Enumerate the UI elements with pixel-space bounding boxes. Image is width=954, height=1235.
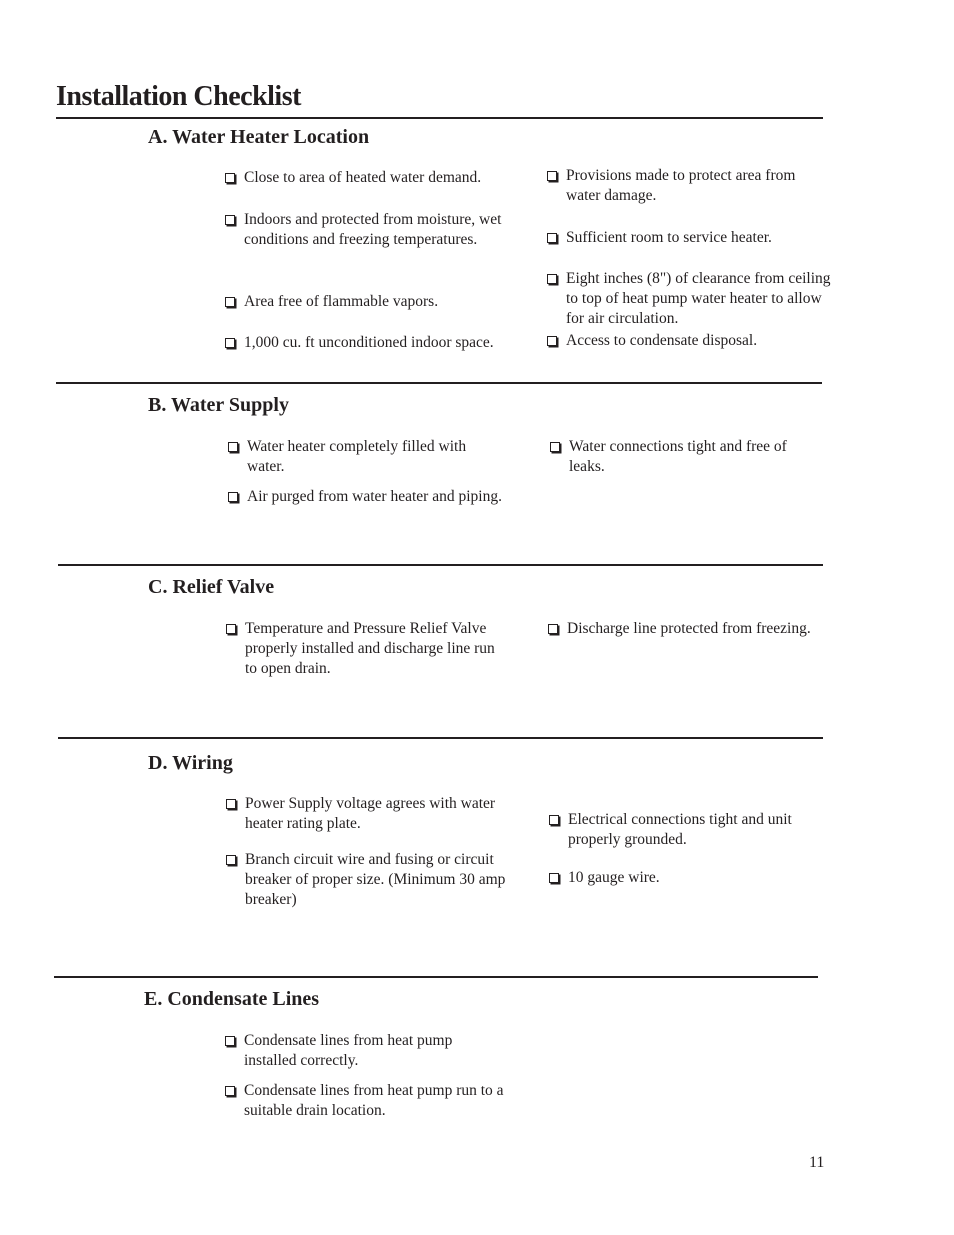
checklist-item-label: Power Supply voltage agrees with water heater rating plate.: [245, 795, 496, 832]
section-heading-relief-valve: C. Relief Valve: [148, 576, 275, 598]
checkbox-icon[interactable]: [225, 215, 235, 225]
checkbox-icon[interactable]: [547, 171, 557, 181]
checklist-item[interactable]: [225, 210, 506, 250]
checklist-item-label: Water heater completely filled with water.: [247, 438, 467, 475]
checklist-item[interactable]: [550, 437, 819, 477]
checklist-item[interactable]: [225, 333, 544, 353]
checklist-item-label: Access to condensate disposal.: [566, 332, 758, 349]
checkbox-icon[interactable]: [226, 799, 236, 809]
checklist-item-label: Air purged from water heater and piping.: [247, 488, 502, 505]
checklist-item[interactable]: [225, 292, 544, 312]
checklist-item[interactable]: [547, 269, 838, 329]
checklist-item[interactable]: [549, 868, 818, 888]
page-number: 11: [809, 1154, 825, 1171]
section-heading-wiring: D. Wiring: [148, 752, 233, 774]
checklist-item[interactable]: [225, 1081, 506, 1121]
checkbox-icon[interactable]: [225, 1036, 235, 1046]
checkbox-icon[interactable]: [228, 492, 238, 502]
checklist-item-label: Condensate lines from heat pump installed correctly.: [244, 1032, 453, 1069]
checkbox-icon[interactable]: [548, 624, 558, 634]
checklist-item-label: Provisions made to protect area from water damage.: [566, 167, 796, 204]
checklist-item-label: Indoors and protected from moisture, wet conditions and freezing temperatures.: [244, 211, 502, 248]
checklist-item-label: Branch circuit wire and fusing or circuit breaker of proper size. (Minimum 30 amp breaker): [245, 851, 506, 908]
checkbox-icon[interactable]: [225, 338, 235, 348]
checklist-item-label: Close to area of heated water demand.: [244, 169, 482, 186]
page-title: Installation Checklist: [56, 81, 301, 112]
section-rule: [56, 382, 822, 384]
checkbox-icon[interactable]: [547, 336, 557, 346]
section-heading-water-heater-location: A. Water Heater Location: [148, 126, 370, 148]
checkbox-icon[interactable]: [225, 1086, 235, 1096]
checklist-item[interactable]: [228, 487, 547, 507]
checklist-item[interactable]: [226, 794, 507, 834]
checkbox-icon[interactable]: [226, 855, 236, 865]
checkbox-icon[interactable]: [226, 624, 236, 634]
checklist-item-label: Eight inches (8") of clearance from ceiling to top of heat pump water heater to allow for air circulation.: [566, 270, 831, 327]
checkbox-icon[interactable]: [547, 274, 557, 284]
checkbox-icon[interactable]: [549, 873, 559, 883]
checklist-item-label: 10 gauge wire.: [568, 869, 660, 886]
section-heading-condensate-lines: E. Condensate Lines: [144, 988, 320, 1010]
checkbox-icon[interactable]: [550, 442, 560, 452]
checklist-item-label: Temperature and Pressure Relief Valve properly installed and discharge line run to open drain.: [245, 620, 495, 677]
checklist-item[interactable]: [547, 166, 826, 206]
checklist-item[interactable]: [226, 619, 507, 679]
section-rule: [58, 564, 823, 566]
checkbox-icon[interactable]: [228, 442, 238, 452]
checkbox-icon[interactable]: [547, 233, 557, 243]
checklist-item[interactable]: [547, 331, 826, 351]
title-rule: [56, 117, 823, 119]
section-rule: [54, 976, 818, 978]
checklist-item-label: Water connections tight and free of leaks.: [569, 438, 787, 475]
checklist-item-label: Discharge line protected from freezing.: [567, 620, 811, 637]
checklist-item-label: Condensate lines from heat pump run to a suitable drain location.: [244, 1082, 504, 1119]
checklist-item[interactable]: [225, 1031, 506, 1071]
checklist-item[interactable]: [549, 810, 818, 850]
checkbox-icon[interactable]: [549, 815, 559, 825]
checkbox-icon[interactable]: [225, 297, 235, 307]
checklist-item[interactable]: [225, 168, 544, 188]
checklist-item[interactable]: [226, 850, 507, 910]
checklist-item-label: Sufficient room to service heater.: [566, 229, 772, 246]
checklist-item-label: Area free of flammable vapors.: [244, 293, 439, 310]
checklist-item[interactable]: [228, 437, 497, 477]
checkbox-icon[interactable]: [225, 173, 235, 183]
section-heading-water-supply: B. Water Supply: [148, 394, 289, 416]
checklist-item-label: Electrical connections tight and unit properly grounded.: [568, 811, 792, 848]
checklist-item[interactable]: [547, 228, 826, 248]
checklist-item-label: 1,000 cu. ft unconditioned indoor space.: [244, 334, 494, 351]
section-rule: [58, 737, 823, 739]
checklist-item[interactable]: [548, 619, 857, 639]
